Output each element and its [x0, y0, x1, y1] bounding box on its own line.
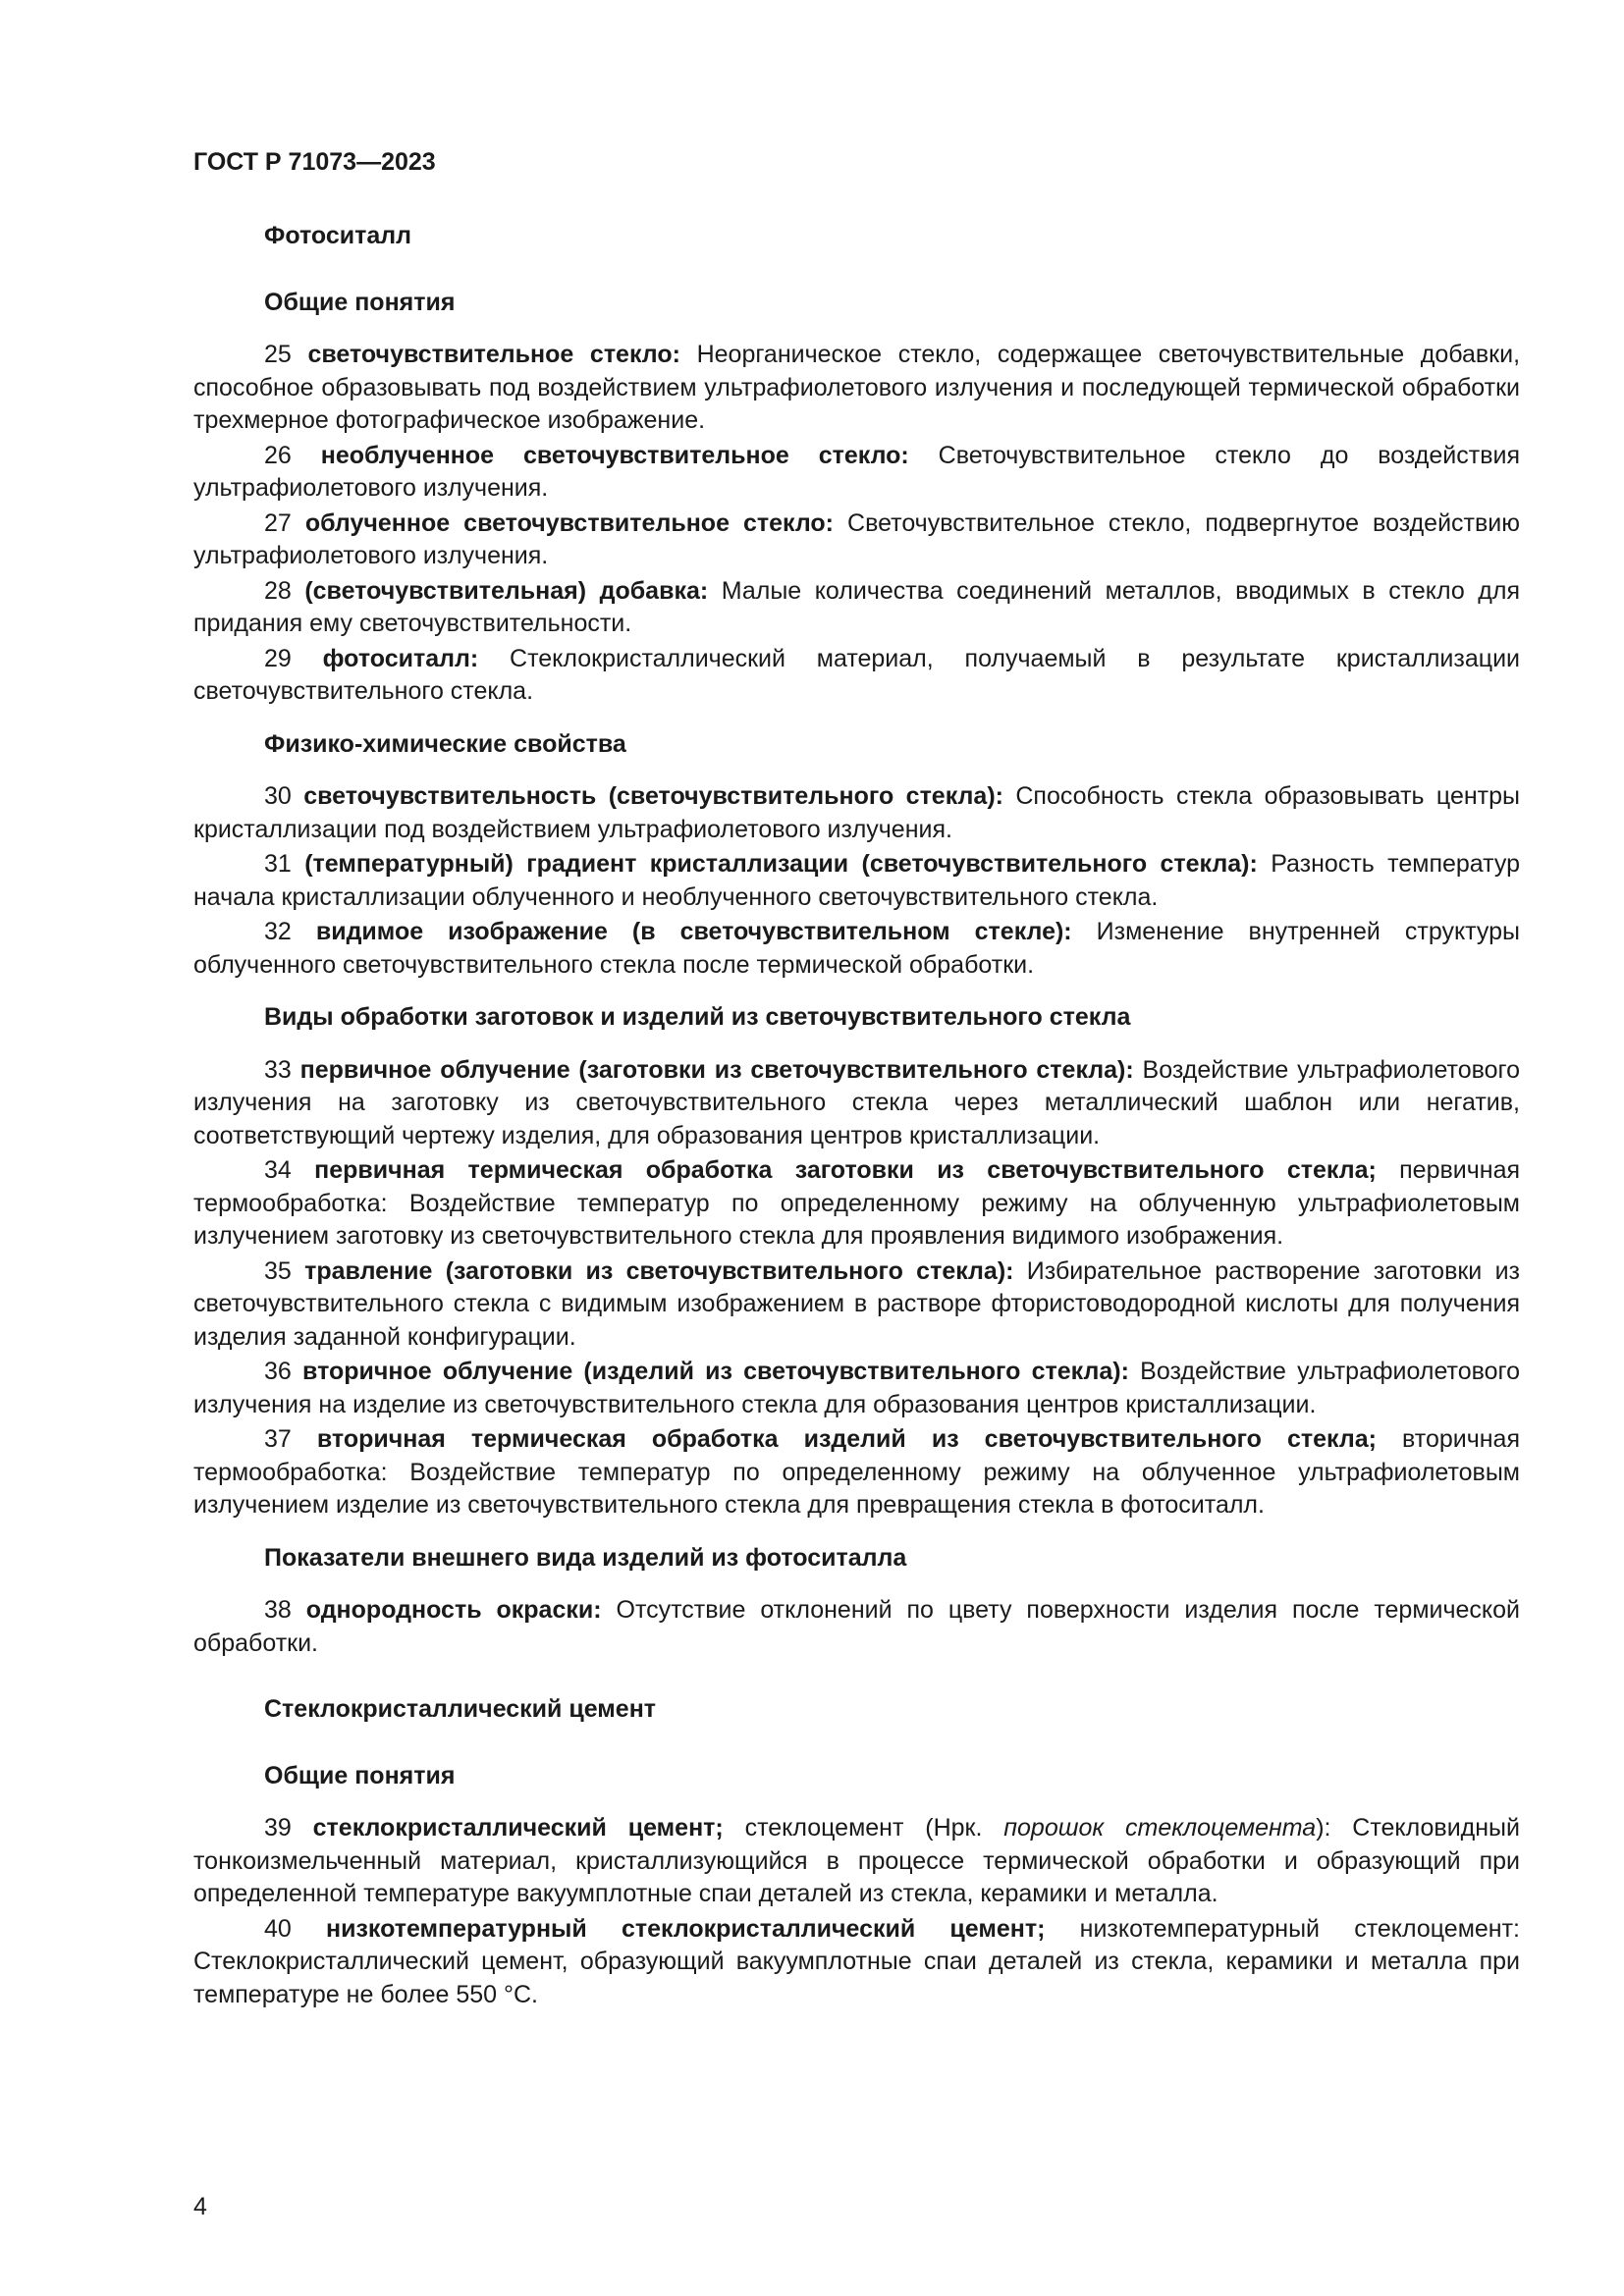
entry-definition: Стеклокристаллический материал, получаемый в результате кристаллизации светочувствительного стекла.: [193, 644, 1520, 705]
term-entry: [193, 1255, 1520, 1355]
term-entry: [193, 507, 1520, 573]
entry-definition: Разность температур начала кристаллизации облученного и необлученного светочувствительного стекла.: [193, 850, 1520, 911]
entry-term: фотоситалл:: [322, 644, 479, 672]
entry-term: первичная термическая обработка заготовки из светочувствительного стекла;: [314, 1156, 1377, 1184]
entry-definition: Малые количества соединений металлов, вводимых в стекло для придания ему светочувствительности.: [193, 576, 1521, 637]
entry-term: вторичное облучение (изделий из светочувствительного стекла):: [302, 1358, 1129, 1385]
entry-number: 38: [264, 1596, 292, 1624]
term-entry: [193, 1913, 1520, 2012]
entry-term: вторичная термическая обработка изделий из светочувствительного стекла;: [316, 1425, 1377, 1453]
entry-term: необлученное светочувствительное стекло:: [320, 441, 909, 469]
entry-number: 36: [264, 1358, 292, 1385]
entry-term: светочувствительность (светочувствительного стекла):: [303, 782, 1003, 810]
subsection-title: Виды обработки заготовок и изделий из светочувствительного стекла: [264, 1003, 1131, 1031]
term-entry: [193, 1356, 1520, 1421]
entry-number: 29: [264, 644, 292, 672]
entry-term: первичное облучение (заготовки из светочувствительного стекла):: [299, 1055, 1134, 1084]
term-entry: [193, 440, 1520, 506]
section-title: Фотоситалл: [264, 222, 412, 249]
entry-definition: низкотемпературный стеклоцемент: Стеклокристаллический цемент, образующий вакуумплотные спаи деталей из стекла, керамики и металла при температуре не более 550 °С.: [193, 1914, 1520, 2008]
entry-definition: Отсутствие отклонений по цвету поверхности изделия после термической обработки.: [193, 1596, 1520, 1657]
entry-definition: Изменение внутренней структуры облученного светочувствительного стекла после термической обработки.: [193, 918, 1520, 979]
term-entry: [193, 575, 1520, 641]
entry-definition: ): Стекловидный тонкоизмельченный материал, кристаллизующийся в процессе термической обработки и образующий при определенной температуре вакуумплотные спаи деталей из стекла, керамики и металла.: [193, 1814, 1520, 1907]
term-entry: [193, 1054, 1520, 1153]
entry-definition: Неорганическое стекло, содержащее светочувствительные добавки, способное образовывать под воздействием ультрафиолетового излучения и последующей термической обработки трехмерное фотографическое изображение.: [193, 341, 1521, 434]
entry-number: 28: [264, 576, 292, 605]
entry-term: видимое изображение (в светочувствительном стекле):: [315, 918, 1072, 945]
entry-deprecated-term: порошок стеклоцемента: [1003, 1814, 1317, 1842]
entry-number: 25: [264, 341, 292, 368]
entry-term: (температурный) градиент кристаллизации (светочувствительного стекла):: [304, 850, 1258, 878]
entry-term: низкотемпературный стеклокристаллический цемент;: [326, 1914, 1046, 1943]
subsection-title: Общие понятия: [264, 1761, 456, 1789]
entry-definition: Избирательное растворение заготовки из светочувствительного стекла с видимым изображением в растворе фтористоводородной кислоты для получения изделия заданной конфигурации.: [193, 1256, 1520, 1351]
term-entry: [193, 1423, 1520, 1522]
entry-number: 40: [264, 1914, 292, 1943]
entry-term: светочувствительное стекло:: [307, 341, 680, 368]
term-entry: [193, 339, 1520, 438]
entry-definition-prefix: стеклоцемент (Нрк.: [744, 1814, 983, 1842]
entry-definition: первичная термообработка: Воздействие температур по определенному режиму на облученную ультрафиолетовым излучением заготовку из светочувствительного стекла для проявления видимого изображения.: [193, 1156, 1521, 1250]
subsection-title: Показатели внешнего вида изделий из фотоситалла: [264, 1543, 907, 1572]
section-title: Стеклокристаллический цемент: [264, 1695, 657, 1723]
entry-number: 35: [264, 1256, 292, 1285]
entry-definition: Воздействие ультрафиолетового излучения на заготовку из светочувствительного стекла через металлический шаблон или негатив, соответствующий чертежу изделия, для образования центров кристаллизации.: [193, 1055, 1520, 1149]
entry-definition: Воздействие ультрафиолетового излучения на изделие из светочувствительного стекла для образования центров кристаллизации.: [193, 1358, 1520, 1418]
entry-definition: Светочувствительное стекло, подвергнутое воздействию ультрафиолетового излучения.: [193, 508, 1521, 569]
entry-term: облученное светочувствительное стекло:: [304, 508, 834, 537]
entry-term: травление (заготовки из светочувствительного стекла):: [304, 1256, 1014, 1285]
entry-number: 27: [264, 508, 292, 537]
subsection-title: Общие понятия: [264, 288, 456, 316]
term-entry: [193, 1594, 1520, 1660]
entry-definition: Светочувствительное стекло до воздействия ультрафиолетового излучения.: [193, 441, 1520, 502]
entry-number: 37: [264, 1425, 292, 1453]
term-entry: [193, 848, 1520, 914]
page-number: 4: [193, 2193, 207, 2220]
entry-number: 30: [264, 782, 292, 810]
document-id-header: ГОСТ Р 71073—2023: [193, 148, 436, 176]
entry-term: стеклокристаллический цемент;: [312, 1814, 724, 1842]
entry-definition: вторичная термообработка: Воздействие температур по определенному режиму на облученное ультрафиолетовым излучением изделие из светочувствительного стекла для превращения стекла в фотоситалл.: [193, 1425, 1520, 1519]
term-entry: [193, 1154, 1520, 1254]
entry-term: однородность окраски:: [305, 1596, 602, 1624]
entry-number: 32: [264, 918, 292, 945]
entry-number: 34: [264, 1156, 292, 1184]
entry-number: 31: [264, 850, 292, 878]
term-entry: [193, 916, 1520, 982]
entry-number: 39: [264, 1814, 292, 1842]
term-entry: [193, 780, 1520, 846]
entry-definition: Способность стекла образовывать центры кристаллизации под воздействием ультрафиолетового излучения.: [193, 782, 1521, 843]
document-content: [193, 220, 1520, 2013]
term-entry: [193, 1812, 1520, 1911]
entry-number: 33: [264, 1055, 292, 1084]
term-entry: [193, 643, 1520, 709]
subsection-title: Физико-химические свойства: [264, 729, 626, 758]
entry-number: 26: [264, 441, 292, 469]
entry-term: (светочувствительная) добавка:: [304, 576, 709, 605]
